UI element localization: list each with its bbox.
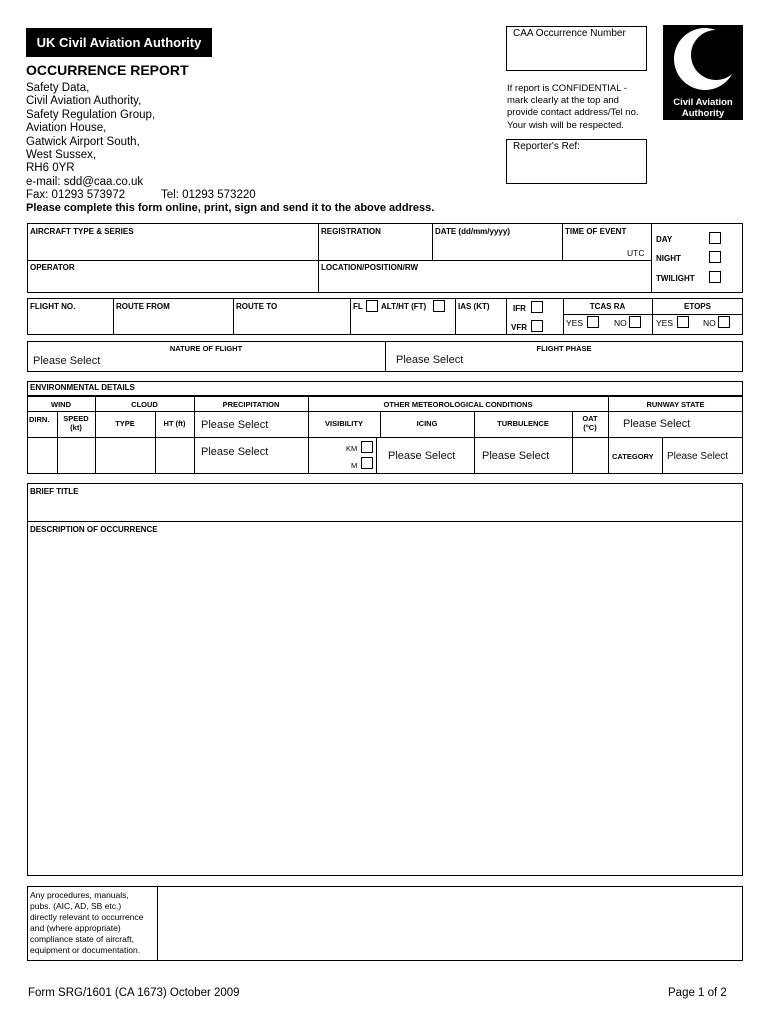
day-checkbox[interactable] [709, 232, 721, 244]
precipitation-header: PRECIPITATION [222, 400, 280, 409]
m-label: M [351, 461, 358, 470]
org-banner: UK Civil Aviation Authority [26, 28, 212, 57]
ias-label: IAS (KT) [458, 302, 490, 311]
cloud-ht-header: HT (ft) [163, 419, 186, 428]
address-line: Gatwick Airport South, [26, 135, 140, 148]
logo-text-line: Authority [681, 107, 725, 119]
form-title: OCCURRENCE REPORT [26, 62, 189, 78]
caa-logo-crescent-icon [663, 25, 743, 95]
precipitation-select-2[interactable]: Please Select [201, 446, 269, 458]
oat-label: OAT [582, 414, 598, 423]
tcas-ra-label: TCAS RA [589, 302, 626, 311]
logo-text [663, 98, 743, 119]
tcas-yes-label: YES [566, 318, 584, 328]
address-line: Civil Aviation Authority, [26, 95, 142, 108]
caa-occurrence-number-label: CAA Occurrence Number [513, 28, 626, 39]
etops-yes-label: YES [656, 318, 674, 328]
confidential-line: Your wish will be respected. [507, 119, 624, 131]
route-to-input[interactable] [236, 316, 346, 332]
date-input[interactable] [435, 240, 557, 256]
page-number: Page 1 of 2 [668, 987, 727, 999]
procedures-line: Any procedures, manuals, [30, 890, 129, 900]
aircraft-type-label: AIRCRAFT TYPE & SERIES [30, 227, 134, 236]
brief-title-box[interactable] [27, 483, 743, 522]
m-checkbox[interactable] [361, 457, 373, 469]
oat-unit: (°C) [583, 423, 597, 432]
registration-input[interactable] [321, 240, 427, 256]
location-input[interactable] [321, 275, 647, 291]
confidential-line: mark clearly at the top and [507, 95, 619, 107]
caa-occurrence-number-box[interactable] [506, 26, 647, 71]
altitude-input[interactable] [353, 316, 451, 332]
confidential-note [507, 83, 639, 132]
km-label: KM [346, 444, 358, 453]
vfr-label: VFR [511, 323, 527, 332]
cloud-type-header: TYPE [115, 419, 135, 428]
procedures-line: directly relevant to occurrence [30, 912, 144, 922]
form-reference: Form SRG/1601 (CA 1673) October 2009 [28, 987, 240, 999]
etops-yes-checkbox[interactable] [677, 316, 689, 328]
precipitation-select-1[interactable]: Please Select [201, 419, 269, 431]
category-label: CATEGORY [612, 452, 654, 461]
tcas-yes-checkbox[interactable] [587, 316, 599, 328]
alt-ht-checkbox[interactable] [433, 300, 445, 312]
operator-label: OPERATOR [30, 263, 75, 272]
night-label: NIGHT [656, 254, 681, 263]
confidential-line: If report is CONFIDENTIAL - [507, 83, 627, 94]
twilight-label: TWILIGHT [656, 274, 695, 283]
procedures-line: pubs. (AIC, AD, SB etc.) [30, 901, 122, 911]
ifr-label: IFR [513, 304, 526, 313]
tcas-no-checkbox[interactable] [629, 316, 641, 328]
procedures-note [30, 890, 143, 956]
ias-input[interactable] [458, 316, 502, 332]
procedures-line: and (where appropriate) [30, 923, 121, 933]
runway-state-header: RUNWAY STATE [646, 400, 705, 409]
procedures-line: equipment or documentation. [30, 945, 141, 955]
logo-text-line: Civil Aviation [673, 97, 733, 108]
visibility-header: VISIBILITY [325, 419, 363, 428]
fl-checkbox[interactable] [366, 300, 378, 312]
reporters-ref-box[interactable] [506, 139, 647, 184]
time-of-event-label: TIME OF EVENT [565, 227, 627, 236]
address-line: Aviation House, [26, 122, 107, 135]
twilight-checkbox[interactable] [709, 271, 721, 283]
dirn-header: DIRN. [29, 415, 50, 424]
reporters-ref-label: Reporter's Ref: [513, 141, 580, 152]
utc-label: UTC [627, 248, 645, 258]
address-block [26, 82, 155, 189]
route-from-label: ROUTE FROM [116, 302, 170, 311]
aircraft-type-input[interactable] [30, 240, 314, 256]
nature-of-flight-select[interactable]: Please Select [33, 355, 101, 367]
wind-header: WIND [51, 400, 71, 409]
date-label: DATE (dd/mm/yyyy) [435, 227, 510, 236]
night-checkbox[interactable] [709, 251, 721, 263]
speed-header [57, 414, 95, 432]
route-from-input[interactable] [116, 316, 228, 332]
address-line: West Sussex, [26, 149, 97, 162]
etops-no-label: NO [703, 318, 716, 328]
etops-no-checkbox[interactable] [718, 316, 730, 328]
caa-logo [663, 25, 743, 120]
flight-no-input[interactable] [30, 316, 110, 332]
km-checkbox[interactable] [361, 441, 373, 453]
oat-header [572, 414, 608, 432]
description-label: DESCRIPTION OF OCCURRENCE [30, 525, 158, 534]
alt-ht-label: ALT/HT (FT) [381, 302, 427, 311]
time-of-event-input[interactable] [565, 240, 623, 256]
flight-phase-select[interactable]: Please Select [396, 354, 464, 366]
registration-label: REGISTRATION [321, 227, 381, 236]
brief-title-label: BRIEF TITLE [30, 487, 79, 496]
other-met-header: OTHER METEOROLOGICAL CONDITIONS [383, 400, 533, 409]
procedures-input-area[interactable] [158, 887, 742, 960]
vfr-checkbox[interactable] [531, 320, 543, 332]
fl-label: FL [353, 302, 363, 311]
icing-header: ICING [416, 419, 438, 428]
location-label: LOCATION/POSITION/RW [321, 263, 419, 272]
confidential-line: provide contact address/Tel no. [507, 107, 639, 119]
speed-unit: (kt) [70, 423, 82, 432]
tel-number: Tel: 01293 573220 [161, 189, 256, 201]
route-to-label: ROUTE TO [236, 302, 278, 311]
environmental-title: ENVIRONMENTAL DETAILS [30, 383, 135, 392]
email-line: e-mail: sdd@caa.co.uk [26, 175, 144, 188]
fax-number: Fax: 01293 573972 [26, 189, 126, 201]
turbulence-select[interactable]: Please Select [482, 450, 550, 462]
address-line: Safety Data, [26, 82, 90, 94]
cloud-header: CLOUD [131, 400, 158, 409]
category-select[interactable]: Please Select [667, 451, 729, 462]
flight-phase-label: FLIGHT PHASE [536, 344, 592, 353]
address-line: RH6 0YR [26, 162, 75, 175]
tcas-no-label: NO [614, 318, 627, 328]
turbulence-header: TURBULENCE [497, 419, 549, 428]
nature-of-flight-label: NATURE OF FLIGHT [169, 344, 243, 353]
runway-state-select[interactable]: Please Select [623, 418, 691, 430]
ifr-checkbox[interactable] [531, 301, 543, 313]
description-box[interactable] [27, 521, 743, 876]
instruction-text: Please complete this form online, print, sign and send it to the above address. [26, 202, 435, 214]
flight-no-label: FLIGHT NO. [30, 302, 76, 311]
day-label: DAY [656, 235, 673, 244]
operator-input[interactable] [30, 275, 314, 291]
speed-label: SPEED [63, 414, 89, 423]
procedures-line: compliance state of aircraft, [30, 934, 134, 944]
etops-label: ETOPS [684, 302, 711, 311]
address-line: Safety Regulation Group, [26, 108, 156, 121]
icing-select[interactable]: Please Select [388, 450, 456, 462]
